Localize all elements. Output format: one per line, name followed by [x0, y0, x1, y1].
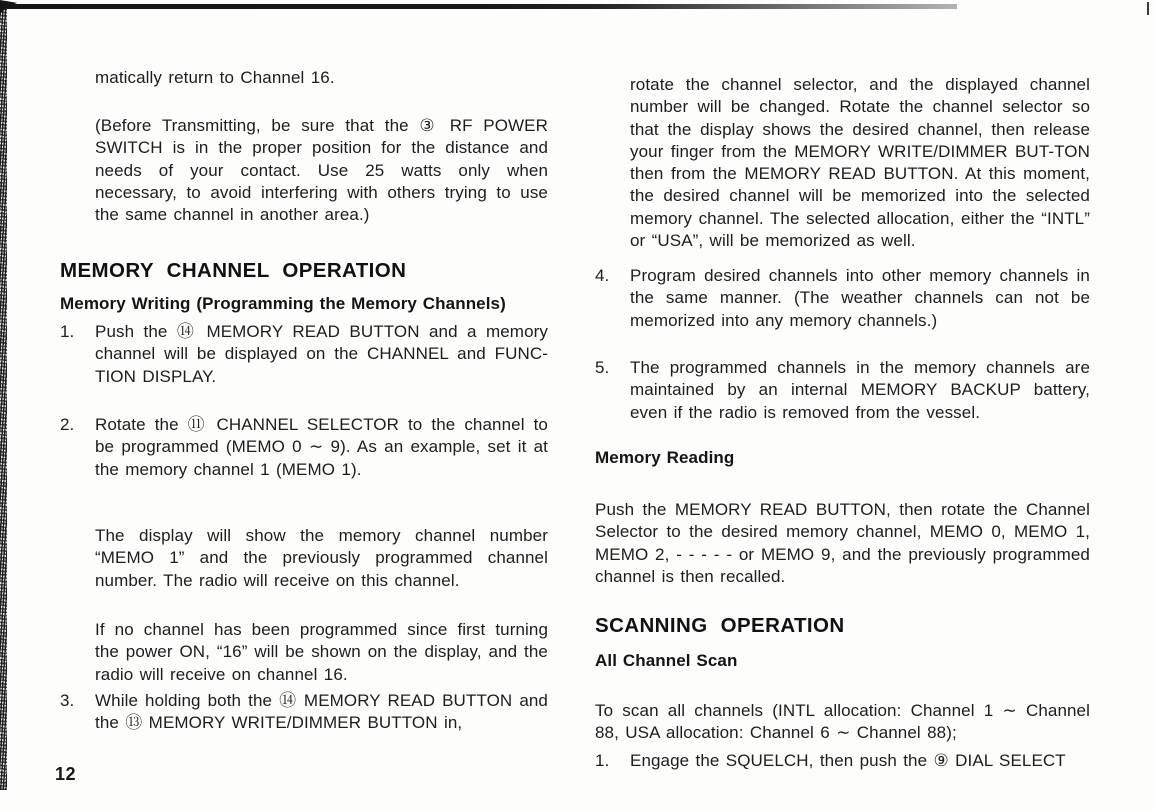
list-item-text: Program desired channels into other memory channels in the same manner. (The weather channels can not be memorized into any memory channels.) [630, 266, 1090, 330]
list-item-number: 1. [60, 322, 75, 341]
scan-list-item-1 [595, 750, 1090, 772]
paragraph-all-channel-scan-intro: To scan all channels (INTL allocation: Channel 1 ∼ Channel 88, USA allocation: Channel 6 ∼ Channel 88); [595, 701, 1090, 743]
subsection-heading-memory-writing: Memory Writing (Programming the Memory Channels) [60, 294, 506, 313]
paragraph-continuation-rotate-selector: rotate the channel selector, and the displayed channel number will be changed. Rotate the channel selector so that the display shows the desired channel, then release your finger from the MEMORY WRITE/DIMMER BUT-TON then from the MEMORY READ BUTTON. At this moment, the desired channel will be memorized into the selected memory channel. The selected allocation, either the “INTL” or “USA”, will be memorized as well. [630, 75, 1090, 251]
top-right-tick-mark [1147, 2, 1149, 15]
section-heading-memory-channel-operation: MEMORY CHANNEL OPERATION [60, 259, 407, 282]
list-item-number: 5. [595, 358, 610, 377]
paragraph-continuation-channel-16: matically return to Channel 16. [95, 68, 335, 87]
list-item-text: Push the ⑭ MEMORY READ BUTTON and a memory channel will be displayed on the CHANNEL and FUNC-TION DISPLAY. [95, 322, 548, 386]
left-column [60, 0, 548, 811]
page-number: 12 [55, 764, 77, 784]
list-item-number: 3. [60, 691, 75, 710]
list-item-number: 1. [595, 751, 610, 770]
subsection-heading-all-channel-scan: All Channel Scan [595, 651, 738, 670]
list-item-3 [60, 690, 548, 735]
list-item-number: 4. [595, 266, 610, 285]
list-item-2 [60, 414, 548, 481]
binding-edge-texture [0, 6, 7, 790]
list-item-text: Rotate the ⑪ CHANNEL SELECTOR to the channel to be programmed (MEMO 0 ∼ 9). As an example, set it at the memory channel 1 (MEMO 1). [95, 415, 548, 479]
list-item-text: The programmed channels in the memory channels are maintained by an internal MEMORY BACKUP battery, even if the radio is removed from the vessel. [630, 358, 1090, 422]
paragraph-default-channel-16: If no channel has been programmed since first turning the power ON, “16” will be shown on the display, and the radio will receive on channel 16. [95, 620, 548, 684]
list-item-number: 2. [60, 415, 75, 434]
subsection-heading-memory-reading: Memory Reading [595, 448, 735, 467]
right-column [595, 0, 1090, 811]
paragraph-before-transmitting-note: (Before Transmitting, be sure that the ③ RF POWER SWITCH is in the proper position for the distance and needs of your contact. Use 25 watts only when necessary, to avoid interfering with others trying to use the same channel in another area.) [95, 116, 548, 225]
list-item-text: Engage the SQUELCH, then push the ⑨ DIAL SELECT [630, 751, 1066, 770]
list-item-text: While holding both the ⑭ MEMORY READ BUTTON and the ⑬ MEMORY WRITE/DIMMER BUTTON in, [95, 691, 548, 733]
list-item-1 [60, 321, 548, 388]
section-heading-scanning-operation: SCANNING OPERATION [595, 614, 845, 637]
list-item-4 [595, 265, 1090, 332]
paragraph-memory-reading: Push the MEMORY READ BUTTON, then rotate the Channel Selector to the desired memory channel, MEMO 0, MEMO 1, MEMO 2, - - - - - or MEMO 9, and the previously programmed channel is then recalled. [595, 500, 1090, 586]
list-item-5 [595, 357, 1090, 424]
paragraph-display-memo-1: The display will show the memory channel number “MEMO 1” and the previously programmed channel number. The radio will receive on this channel. [95, 526, 548, 590]
